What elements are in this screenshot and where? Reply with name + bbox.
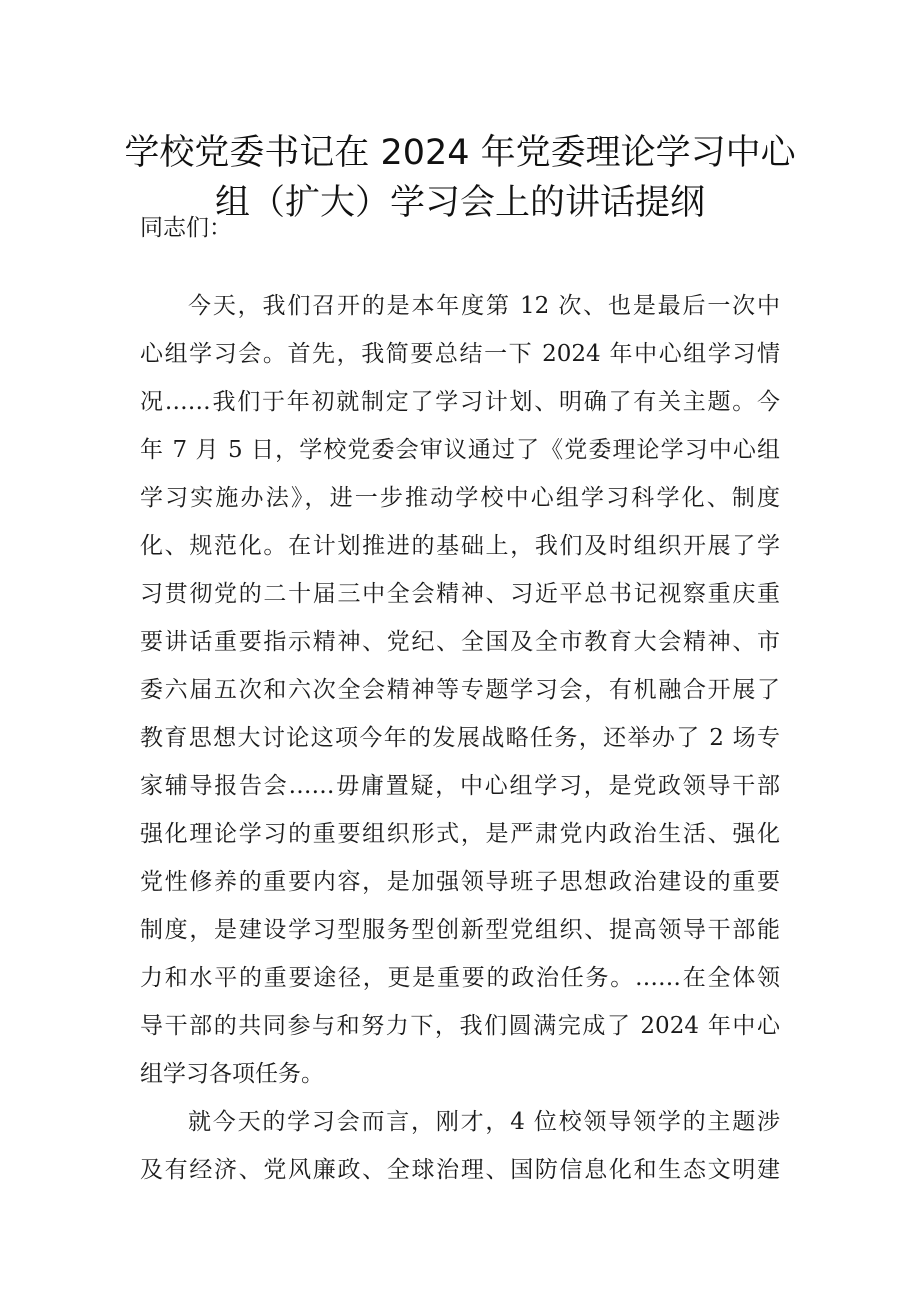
paragraph-line: 要讲话重要指示精神、党纪、全国及全市教育大会精神、市 (140, 629, 780, 655)
paragraph-line: 力和水平的重要途径，更是重要的政治任务。……在全体领 (140, 965, 780, 991)
paragraph-line: 今天，我们召开的是本年度第 12 次、也是最后一次中 (188, 293, 780, 319)
paragraph-line: 及有经济、党风廉政、全球治理、国防信息化和生态文明建 (140, 1157, 780, 1183)
document-title-line-1: 学校党委书记在 2024 年党委理论学习中心 (124, 133, 796, 173)
paragraph-line: 化、规范化。在计划推进的基础上，我们及时组织开展了学 (140, 533, 780, 559)
paragraph-line: 学习实施办法》，进一步推动学校中心组学习科学化、制度 (140, 485, 780, 511)
paragraph-line: 教育思想大讨论这项今年的发展战略任务，还举办了 2 场专 (140, 725, 780, 751)
paragraph-line: 就今天的学习会而言，刚才，4 位校领导领学的主题涉 (188, 1109, 780, 1135)
paragraph-line: 制度，是建设学习型服务型创新型党组织、提高领导干部能 (140, 917, 780, 943)
paragraph-line: 党性修养的重要内容，是加强领导班子思想政治建设的重要 (140, 869, 780, 895)
paragraph-line: 年 7 月 5 日，学校党委会审议通过了《党委理论学习中心组 (140, 437, 780, 463)
salutation: 同志们： (140, 215, 232, 241)
paragraph-line: 家辅导报告会……毋庸置疑，中心组学习，是党政领导干部 (140, 773, 780, 799)
paragraph-line: 况……我们于年初就制定了学习计划、明确了有关主题。今 (140, 389, 780, 415)
paragraph-line: 强化理论学习的重要组织形式，是严肃党内政治生活、强化 (140, 821, 780, 847)
paragraph-line: 委六届五次和六次全会精神等专题学习会，有机融合开展了 (140, 677, 780, 703)
document-title-line-2: 组（扩大）学习会上的讲话提纲 (214, 183, 705, 223)
paragraph-line: 组学习各项任务。 (140, 1061, 324, 1087)
paragraph-line: 导干部的共同参与和努力下，我们圆满完成了 2024 年中心 (140, 1013, 780, 1039)
paragraph-line: 心组学习会。首先，我简要总结一下 2024 年中心组学习情 (140, 341, 780, 367)
paragraph-line: 习贯彻党的二十届三中全会精神、习近平总书记视察重庆重 (140, 581, 780, 607)
